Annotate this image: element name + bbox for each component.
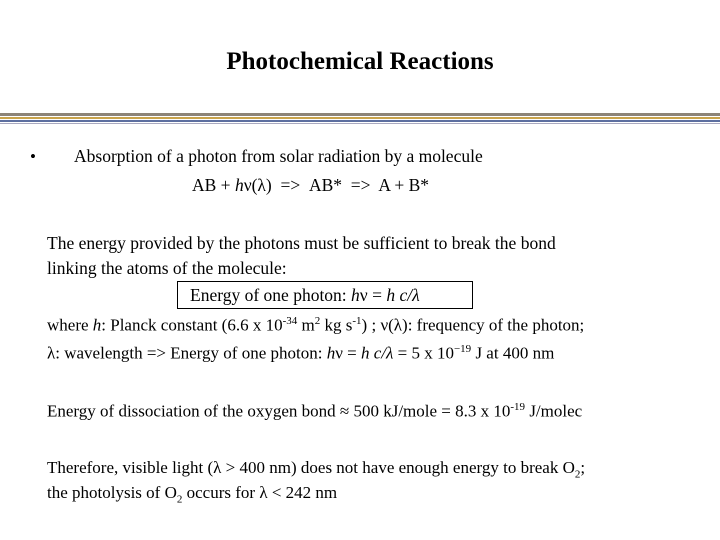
where-pre: where — [47, 315, 93, 335]
visible-light-statement — [47, 458, 585, 482]
therefore-mid: > 400 nm) does not have enough energy to break O — [221, 458, 575, 477]
nu-symbol: ν — [380, 315, 389, 335]
lambda-symbol: λ — [259, 483, 268, 502]
reaction-equation — [192, 175, 429, 196]
boxed-pre: Energy of one photon: — [190, 285, 352, 305]
nu-symbol: ν — [335, 343, 343, 363]
exponent-minus34: -34 — [282, 315, 298, 327]
title-rule-4 — [0, 123, 720, 124]
equals: = — [367, 285, 387, 305]
hc-over-lambda: h c/λ — [360, 343, 394, 363]
at-400-text: J at 400 nm — [471, 343, 555, 363]
exponent-minus19: −19 — [453, 343, 472, 355]
nu-symbol: ν — [359, 285, 368, 305]
bullet-marker: • — [30, 147, 36, 166]
lambda-symbol: λ — [213, 458, 222, 477]
title-rule-2 — [0, 117, 720, 119]
lambda-paren: (λ) — [388, 315, 408, 335]
hc-over-lambda: h c/λ — [386, 285, 420, 305]
wavelength-text: : wavelength => Energy of one photon: — [55, 343, 327, 363]
nu-symbol: ν — [243, 175, 252, 195]
dissociation-post: J/molec — [525, 401, 583, 421]
dissociation-exponent: -19 — [510, 401, 526, 413]
h-symbol: h — [92, 315, 102, 335]
exponent-minus1: -1 — [352, 315, 362, 327]
title-rule-1 — [0, 113, 720, 116]
paragraph-energy-line-2: linking the atoms of the molecule: — [47, 258, 287, 278]
planck-definition — [47, 315, 584, 336]
photon-energy-equation — [190, 285, 420, 306]
approx-text: = 5 x 10 — [393, 343, 454, 363]
slide-title: Photochemical Reactions — [226, 48, 494, 75]
frequency-text: : frequency of the photon; — [407, 315, 585, 335]
h-symbol: h — [234, 175, 244, 195]
photolysis-mid: occurs for — [182, 483, 260, 502]
lambda-paren: (λ) — [251, 175, 272, 195]
h-symbol: h — [351, 285, 360, 305]
where-mid: : Planck constant (6.6 x 10 — [101, 315, 283, 335]
photolysis-statement — [47, 483, 337, 507]
therefore-post: ; — [580, 458, 586, 477]
exponent-2: 2 — [314, 315, 321, 327]
h-symbol: h — [326, 343, 336, 363]
units-m: m — [297, 315, 315, 335]
photolysis-post: < 242 nm — [267, 483, 338, 502]
dissociation-pre: Energy of dissociation of the oxygen bond ≈ 500 kJ/mole = 8.3 x 10 — [47, 401, 511, 421]
wavelength-definition — [47, 343, 554, 364]
equals: = — [342, 343, 361, 363]
therefore-pre: Therefore, visible light ( — [47, 458, 214, 477]
dissociation-energy — [47, 401, 582, 422]
paragraph-energy-line-1: The energy provided by the photons must be sufficient to break the bond — [47, 233, 556, 253]
after-units: ) ; — [361, 315, 381, 335]
subscript-2: 2 — [176, 493, 183, 506]
title-rule-3 — [0, 120, 720, 122]
units-kg: kg s — [320, 315, 353, 335]
photolysis-pre: the photolysis of O — [47, 483, 177, 502]
reaction-pre: AB + — [192, 175, 235, 195]
bullet-absorption: Absorption of a photon from solar radiation by a molecule — [74, 146, 483, 166]
reaction-post: => AB* => A + B* — [271, 175, 430, 195]
subscript-2: 2 — [574, 468, 581, 481]
lambda-symbol: λ — [47, 343, 56, 363]
